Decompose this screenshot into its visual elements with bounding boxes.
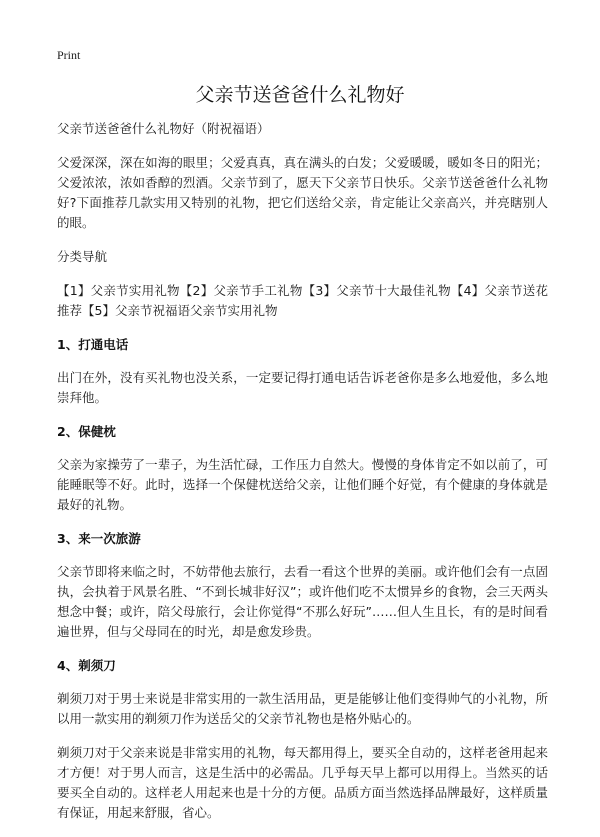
section-paragraph-travel: 父亲节即将来临之时，不妨带他去旅行，去看一看这个世界的美丽。或许他们会有一点固执，会执着于风景名胜、“不到长城非好汉”；或许他们吃不太惯异乡的食物，会三天两头想念中餐；或许，陪父母旅行，会让你觉得“不那么好玩”……但人生且长，有的是时间看遍世界，但与父母同在的时光，却是愈发珍贵。 <box>57 564 548 639</box>
section-paragraph-razor-1: 剃须刀对于男士来说是非常实用的一款生活用品，更是能够让他们变得帅气的小礼物，所以用一款实用的剃须刀作为送岳父的父亲节礼物也是格外贴心的。 <box>57 691 548 726</box>
section-heading-razor: 4、剃须刀 <box>57 658 116 673</box>
section-heading-pillow: 2、保健枕 <box>57 424 116 439</box>
nav-link-1[interactable]: 【1】父亲节实用礼物 <box>57 283 180 298</box>
article-body <box>57 119 548 837</box>
section-paragraph-razor-2: 剃须刀对于父亲来说是非常实用的礼物，每天都用得上，要买全自动的，这样老爸用起来才方便！对于男人而言，这是生活中的必需品。几乎每天早上都可以用得上。当然买的话要买全自动的。这样老人用起来也是十分的方便。品质方面当然选择品牌最好，这样质量有保证，用起来舒服，省心。 <box>57 745 548 820</box>
section-heading-phone-call: 1、打通电话 <box>57 337 129 352</box>
nav-link-5[interactable]: 【5】父亲节祝福语父亲节实用礼物 <box>82 303 278 318</box>
nav-heading: 分类导航 <box>57 249 108 264</box>
category-nav <box>57 281 548 321</box>
section-paragraph-phone-call: 出门在外，没有买礼物也没关系，一定要记得打通电话告诉老爸你是多么地爱他，多么地崇拜他。 <box>57 370 548 405</box>
section-heading-travel: 3、来一次旅游 <box>57 531 141 546</box>
nav-link-2[interactable]: 【2】父亲节手工礼物 <box>179 283 303 298</box>
section-paragraph-pillow: 父亲为家操劳了一辈子，为生活忙碌，工作压力自然大。慢慢的身体肯定不如以前了，可能睡眠等不好。此时，选择一个保健枕送给父亲，让他们睡个好觉，有个健康的身体就是最好的礼物。 <box>57 457 548 512</box>
print-link[interactable]: Print <box>57 48 81 62</box>
intro-paragraph: 父爱深深，深在如海的眼里；父爱真真，真在满头的白发；父爱暖暖，暖如冬日的阳光；父爱浓浓，浓如香醇的烈酒。父亲节到了，愿天下父亲节日快乐。父亲节送爸爸什么礼物好?下面推荐几款实用又特别的礼物，把它们送给父亲，肯定能让父亲高兴，并亮瞎别人的眼。 <box>57 155 548 230</box>
page-title: 父亲节送爸爸什么礼物好 <box>195 84 405 106</box>
nav-link-4[interactable]: 【4】父亲节送花推荐 <box>57 283 548 318</box>
article-subtitle: 父亲节送爸爸什么礼物好（附祝福语） <box>57 121 270 136</box>
nav-link-3[interactable]: 【3】父亲节十大最佳礼物 <box>302 283 451 298</box>
